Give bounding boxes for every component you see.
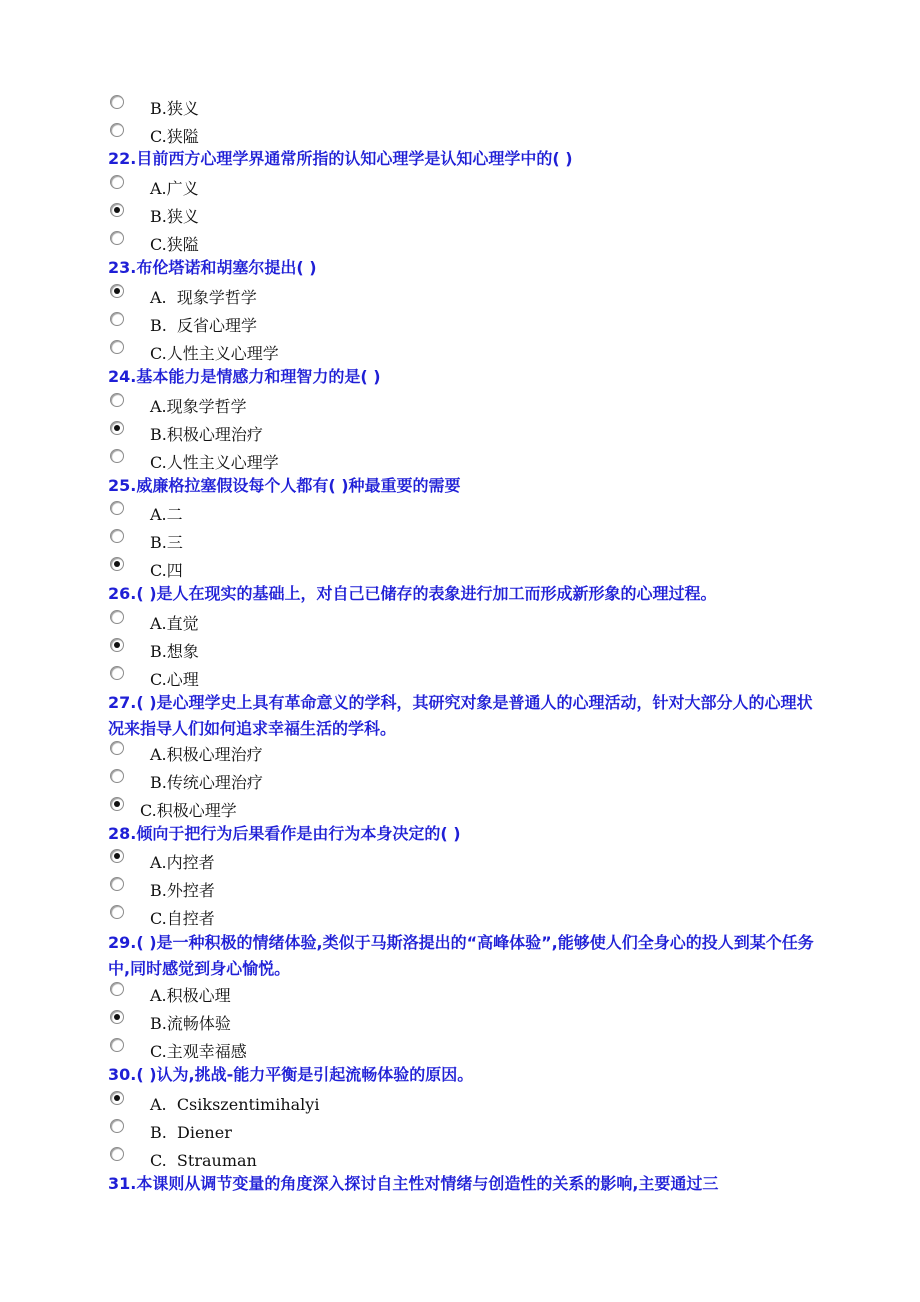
radio-button[interactable] [110, 449, 124, 463]
radio-button[interactable] [110, 501, 124, 515]
answer-option[interactable] [110, 905, 710, 929]
question-text: 22.目前西方心理学界通常所指的认知心理学是认知心理学中的( ) [108, 149, 573, 168]
answer-option[interactable] [110, 449, 710, 473]
radio-dot-icon [114, 561, 120, 567]
radio-button-checked[interactable] [110, 421, 124, 435]
radio-button-checked[interactable] [110, 1091, 124, 1105]
radio-button[interactable] [110, 95, 124, 109]
answer-option[interactable] [110, 175, 710, 199]
option-label: B.三 [150, 533, 183, 552]
radio-button[interactable] [110, 1119, 124, 1133]
answer-option[interactable] [110, 557, 710, 581]
option-label: A. 现象学哲学 [150, 288, 257, 307]
question-text: 29.( )是一种积极的情绪体验,类似于马斯洛提出的“高峰体验”,能够使人们全身心的投人到某个任务中,同时感觉到身心愉悦。 [108, 933, 814, 978]
radio-button[interactable] [110, 231, 124, 245]
option-label: A.内控者 [150, 853, 215, 872]
answer-option[interactable] [110, 393, 710, 417]
radio-button-checked[interactable] [110, 797, 124, 811]
answer-option[interactable] [110, 877, 710, 901]
radio-button[interactable] [110, 769, 124, 783]
answer-option[interactable] [110, 123, 710, 147]
option-label: B.想象 [150, 642, 199, 661]
option-label: B. 反省心理学 [150, 316, 258, 335]
answer-option[interactable] [110, 769, 710, 793]
answer-option[interactable] [110, 231, 710, 255]
answer-option[interactable] [110, 312, 710, 336]
radio-button[interactable] [110, 982, 124, 996]
radio-dot-icon [114, 207, 120, 213]
answer-option[interactable] [110, 849, 710, 873]
option-label: C.人性主义心理学 [150, 344, 279, 363]
answer-option[interactable] [110, 421, 710, 445]
option-label: B.传统心理治疗 [150, 773, 263, 792]
radio-button[interactable] [110, 529, 124, 543]
question-text: 23.布伦塔诺和胡塞尔提出( ) [108, 258, 317, 277]
radio-button-checked[interactable] [110, 557, 124, 571]
radio-dot-icon [114, 1095, 120, 1101]
option-label: C.四 [150, 561, 183, 580]
radio-button-checked[interactable] [110, 638, 124, 652]
question-text: 24.基本能力是情感力和理智力的是( ) [108, 367, 381, 386]
radio-button-checked[interactable] [110, 1010, 124, 1024]
answer-option[interactable] [110, 1038, 710, 1062]
answer-option[interactable] [110, 1119, 710, 1143]
answer-option[interactable] [110, 284, 710, 308]
option-label: B.流畅体验 [150, 1014, 231, 1033]
answer-option[interactable] [110, 741, 710, 765]
answer-option[interactable] [110, 1091, 710, 1115]
question-text: 31.本课则从调节变量的角度深入探讨自主性对情绪与创造性的关系的影响,主要通过三 [108, 1174, 719, 1193]
radio-button[interactable] [110, 1147, 124, 1161]
radio-button[interactable] [110, 877, 124, 891]
option-label: C.心理 [150, 670, 199, 689]
option-label: C.自控者 [150, 909, 215, 928]
answer-option[interactable] [110, 340, 710, 364]
radio-button[interactable] [110, 123, 124, 137]
radio-button[interactable] [110, 1038, 124, 1052]
radio-button[interactable] [110, 340, 124, 354]
answer-option[interactable] [110, 982, 710, 1006]
question-text: 30.( )认为,挑战-能力平衡是引起流畅体验的原因。 [108, 1065, 474, 1084]
option-label: A. Csikszentimihalyi [150, 1095, 320, 1114]
option-label: B. Diener [150, 1123, 232, 1142]
option-label: A.积极心理治疗 [150, 745, 263, 764]
radio-dot-icon [114, 425, 120, 431]
option-label: A.积极心理 [150, 986, 231, 1005]
radio-button[interactable] [110, 905, 124, 919]
option-label: B.狭义 [150, 207, 199, 226]
radio-button-checked[interactable] [110, 203, 124, 217]
option-label: B.外控者 [150, 881, 215, 900]
answer-option[interactable] [110, 1147, 710, 1171]
answer-option[interactable] [110, 610, 710, 634]
question-text: 26.( )是人在现实的基础上，对自己已储存的表象进行加工而形成新形象的心理过程。 [108, 584, 717, 603]
radio-button[interactable] [110, 393, 124, 407]
answer-option[interactable] [110, 95, 710, 119]
radio-dot-icon [114, 853, 120, 859]
option-label: C. Strauman [150, 1151, 257, 1170]
option-label: C.人性主义心理学 [150, 453, 279, 472]
answer-option[interactable] [110, 638, 710, 662]
question-text: 27.( )是心理学史上具有革命意义的学科，其研究对象是普通人的心理活动，针对大部分人的心理状况来指导人们如何追求幸福生活的学科。 [108, 693, 813, 738]
option-label: B.积极心理治疗 [150, 425, 263, 444]
radio-button[interactable] [110, 610, 124, 624]
answer-option[interactable] [110, 501, 710, 525]
answer-option[interactable] [110, 203, 710, 227]
radio-button-checked[interactable] [110, 284, 124, 298]
radio-dot-icon [114, 801, 120, 807]
option-label: C.积极心理学 [140, 801, 237, 820]
option-label: B.狭义 [150, 99, 199, 118]
option-label: A.现象学哲学 [150, 397, 247, 416]
radio-button[interactable] [110, 666, 124, 680]
answer-option[interactable] [110, 529, 710, 553]
answer-option[interactable] [110, 666, 710, 690]
option-label: A.直觉 [150, 614, 199, 633]
question-text: 25.威廉格拉塞假设每个人都有( )种最重要的需要 [108, 476, 461, 495]
radio-dot-icon [114, 288, 120, 294]
answer-option[interactable] [110, 1010, 710, 1034]
radio-button[interactable] [110, 312, 124, 326]
radio-button[interactable] [110, 741, 124, 755]
radio-button[interactable] [110, 175, 124, 189]
answer-option[interactable] [110, 797, 710, 821]
option-label: C.主观幸福感 [150, 1042, 247, 1061]
option-label: A.二 [150, 505, 183, 524]
option-label: A.广义 [150, 179, 199, 198]
radio-dot-icon [114, 1014, 120, 1020]
option-label: C.狭隘 [150, 235, 199, 254]
radio-button-checked[interactable] [110, 849, 124, 863]
radio-dot-icon [114, 642, 120, 648]
option-label: C.狭隘 [150, 127, 199, 146]
question-text: 28.倾向于把行为后果看作是由行为本身决定的( ) [108, 824, 461, 843]
